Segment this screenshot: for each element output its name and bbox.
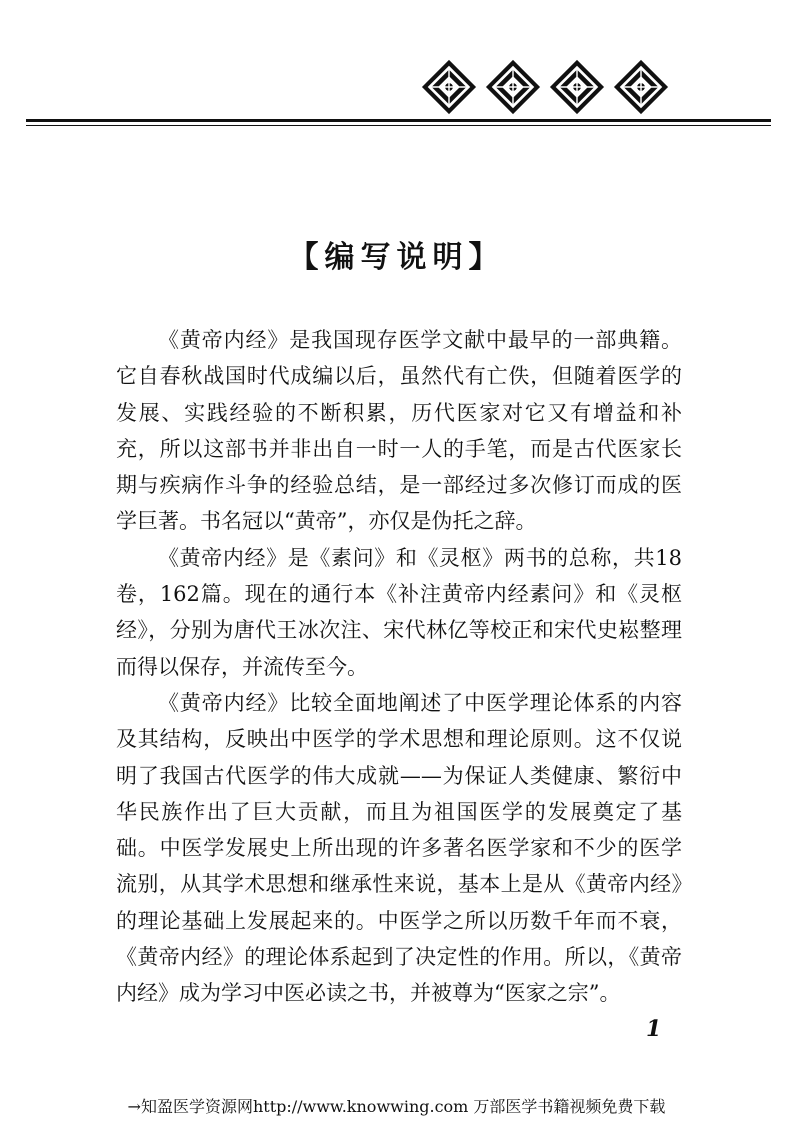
chinese-knot-diamond-icon bbox=[612, 58, 670, 116]
paragraph-1: 《黄帝内经》是我国现存医学文献中最早的一部典籍。它自春秋战国时代成编以后，虽然代有亡佚，但随着医学的发展、实践经验的不断积累，历代医家对它又有增益和补充，所以这部书并非出自一时一人的手笔，而是古代医家长期与疾病作斗争的经验总结，是一部经过多次修订而成的医学巨著。书名冠以“黄帝”，亦仅是伪托之辞。 bbox=[116, 328, 682, 534]
paragraph-3: 《黄帝内经》比较全面地阐述了中医学理论体系的内容及其结构，反映出中医学的学术思想和理论原则。这不仅说明了我国古代医学的伟大成就——为保证人类健康、繁衍中华民族作出了巨大贡献，而且为祖国医学的发展奠定了基础。中医学发展史上所出现的许多著名医学家和不少的医学流别，从其学术思想和继承性来说，基本上是从《黄帝内经》的理论基础上发展起来的。中医学之所以历数千年而不衰，《黄帝内经》的理论体系起到了决定性的作用。所以，《黄帝内经》成为学习中医必读之书，并被尊为“医家之宗”。 bbox=[116, 690, 682, 1006]
paragraph-2: 《黄帝内经》是《素问》和《灵枢》两书的总称，共18卷，162篇。现在的通行本《补注黄帝内经素问》和《灵枢经》，分别为唐代王冰次注、宋代林亿等校正和宋代史崧整理而得以保存，并流传至今。 bbox=[116, 545, 682, 679]
section-title: 【编写说明】 bbox=[288, 240, 505, 275]
chinese-knot-diamond-icon bbox=[548, 58, 606, 116]
header-rule-thin bbox=[26, 125, 771, 126]
footer-watermark: →知盈医学资源网http://www.knowwing.com 万部医学书籍视频免费下载 bbox=[127, 1097, 666, 1116]
header-rule-thick bbox=[26, 119, 771, 122]
page-number: 1 bbox=[646, 1016, 662, 1042]
body-text bbox=[116, 322, 682, 1012]
chinese-knot-diamond-icon bbox=[484, 58, 542, 116]
header-ornaments bbox=[420, 58, 710, 116]
chinese-knot-diamond-icon bbox=[420, 58, 478, 116]
